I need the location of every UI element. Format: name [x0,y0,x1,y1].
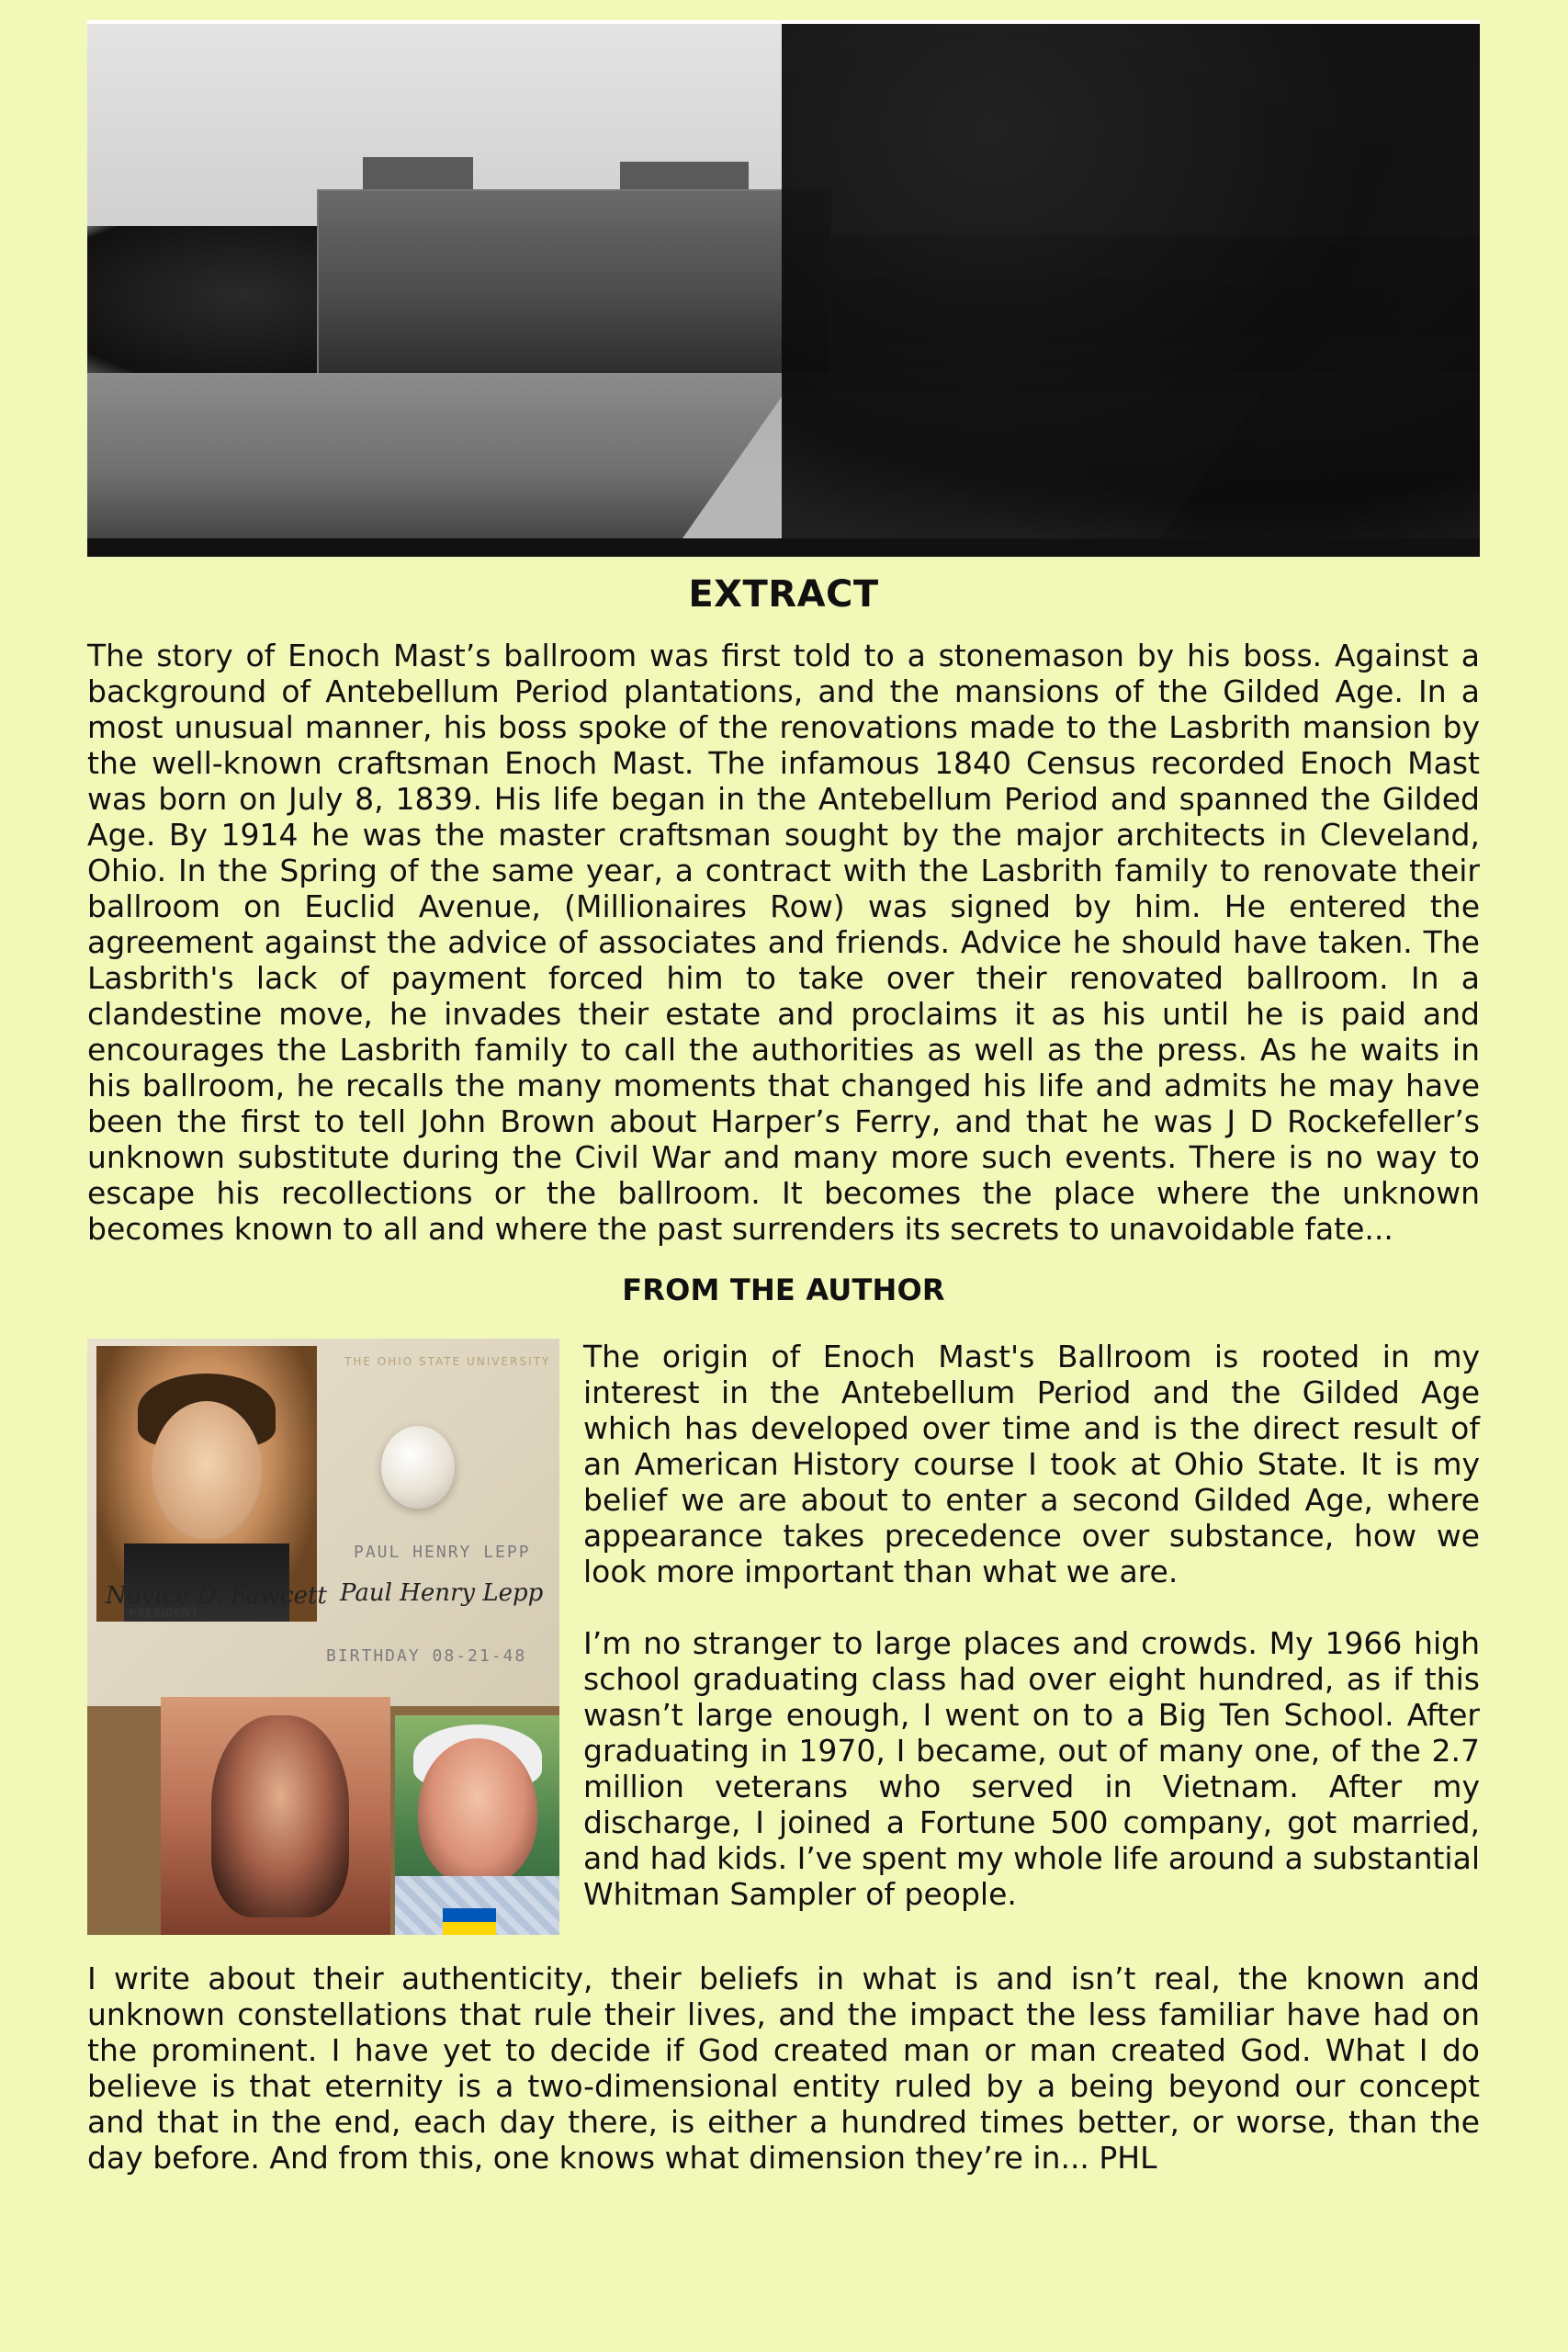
photo-trees-right [782,24,1480,557]
id-card-holder-signature: Paul Henry Lepp [340,1579,544,1607]
extract-paragraph: The story of Enoch Mast’s ballroom was first told to a stonemason by his boss. Against a background of Antebellum Period plantations, and the mansions of the Gilded Age. In a most unusual manner, his boss spoke of the renovations made to the Lasbrith mansion by the well-known craftsman Enoch Mast. The infamous 1840 Census recorded Enoch Mast was born on July 8, 1839. His life began in the Antebellum Period and spanned the Gilded Age. By 1914 he was the master craftsman sought by the major architects in Cleveland, Ohio. In the Spring of the same year, a contract with the Lasbrith family to renovate their ballroom on Euclid Avenue, (Millionaires Row) was signed by him. He entered the agreement against the advice of associates and friends. Advice he should have taken. The Lasbrith's lack of payment forced him to take over their renovated ballroom. In a clandestine move, he invades their estate and proclaims it as his until he is paid and encourages the Lasbrith family to call the authorities as well as the press. As he waits in his ballroom, he recalls the many moments that changed his life and admits he may have been the first to tell John Brown about Harper’s Ferry, and that he was J D Rockefeller’s unknown substitute during the Civil War and many more such events. There is no way to escape his recollections or the ballroom. It becomes the place where the unknown becomes known to all and where the past surrenders its secrets to unavoidable fate... [87,638,1480,1247]
page [87,20,1480,2176]
extract-heading: EXTRACT [688,573,879,616]
photo-mansion [317,189,831,378]
flag-blue-stripe [443,1908,496,1922]
author-photo-collage [87,1339,559,1935]
author-paragraph-2: I’m no stranger to large places and crowds. My 1966 high school graduating class had over eight hundred, as if this wasn’t large enough, I went on to a Big Ten School. After graduating in 1970, I became, out of many one, of the 2.7 million veterans who served in Vietnam. After my discharge, I joined a Fortune 500 company, got married, and had kids. I’ve spent my whole life around a substantial Whitman Sampler of people. [583,1625,1480,1912]
id-card-button [381,1426,455,1509]
hero-mansion-photo [87,20,1480,557]
photo-bottom-edge [87,538,1480,557]
flag-yellow-stripe [443,1922,496,1936]
portrait-face [152,1401,262,1539]
id-card-birthday: BIRTHDAY 08-21-48 [326,1646,527,1666]
author-heading: FROM THE AUTHOR [622,1272,945,1307]
student-id-card [87,1339,559,1706]
older-man-face [418,1738,537,1885]
id-card-university: THE OHIO STATE UNIVERSITY [344,1355,551,1368]
author-text-column [583,1339,1480,1912]
id-card-printed-name: PAUL HENRY LEPP [354,1543,531,1562]
older-man-portrait [395,1715,559,1935]
ukraine-flag-icon [443,1908,496,1935]
author-paragraph-1: The origin of Enoch Mast's Ballroom is rooted in my interest in the Antebellum Period and the Gilded Age which has developed over time and is the direct result of an American History course I took at Ohio State. It is my belief we are about to enter a second Gilded Age, where appearance takes precedence over substance, how we look more important than what we are. [583,1339,1480,1589]
author-paragraph-3: I write about their authenticity, their beliefs in what is and isn’t real, the known and unknown constellations that rule their lives, and the impact the less familiar have had on the prominent. I have yet to decide if God created man or man created God. What I do believe is that eternity is a two-dimensional entity ruled by a being beyond our concept and that in the end, each day there, is either a hundred times better, or worse, than the day before. And from this, one knows what dimension they’re in... PHL [87,1961,1480,2176]
id-card-president-label: PRESIDENT [129,1607,198,1620]
id-card-president-signature: Novice D. Fawcett [106,1582,327,1610]
seated-man-photo [161,1697,390,1935]
id-card-portrait [96,1346,317,1622]
seated-man-figure [211,1715,349,1917]
author-section [87,1339,1480,1935]
